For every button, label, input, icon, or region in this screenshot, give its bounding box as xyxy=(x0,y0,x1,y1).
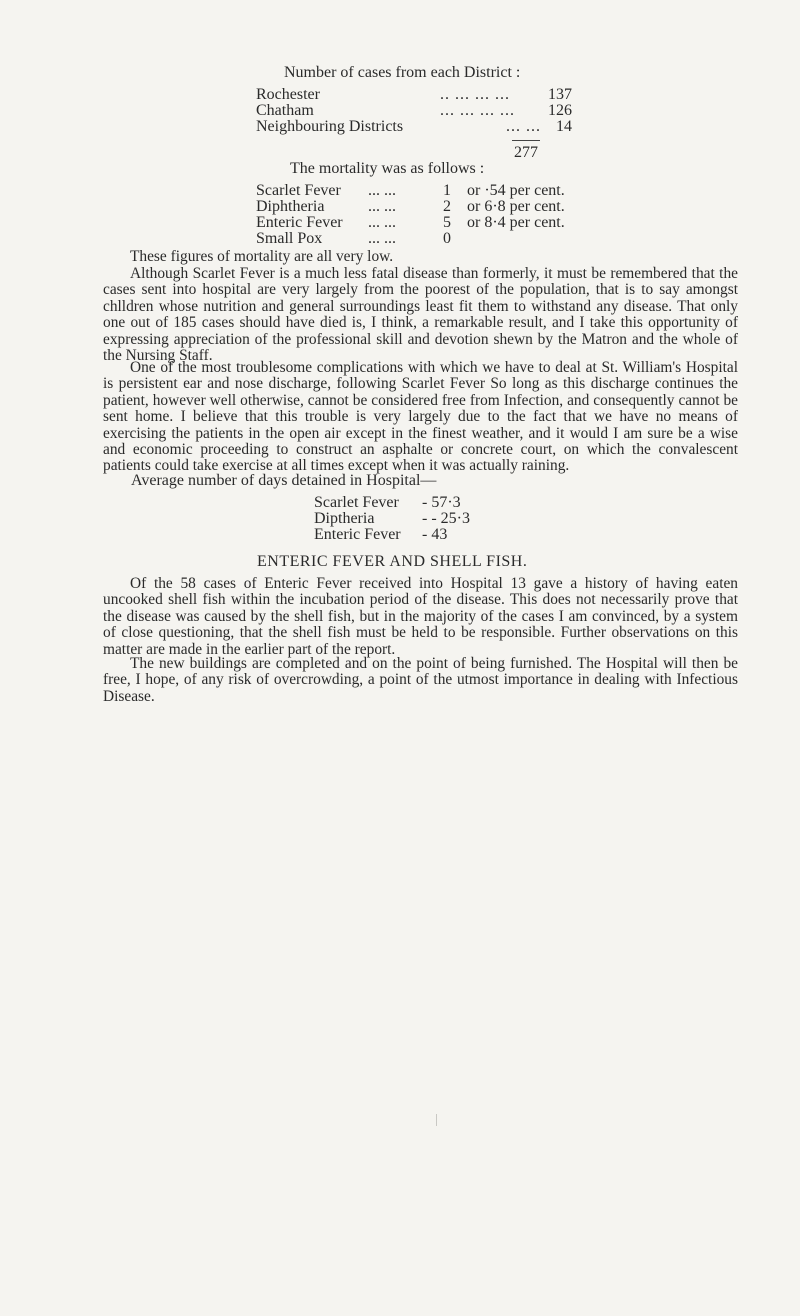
mortality-disease: Small Pox xyxy=(256,230,323,247)
district-dots: ... ... ... ... xyxy=(440,102,515,119)
mortality-percent: or 6·8 per cent. xyxy=(467,198,565,215)
mortality-disease: Enteric Fever xyxy=(256,214,343,231)
districts-heading: Number of cases from each District : xyxy=(284,64,521,81)
district-name: Rochester xyxy=(256,86,320,103)
paragraph: One of the most troublesome complications with which we have to deal at St. William's Hospital is persistent ear and nose discharge, following Scarlet Fever So long as this discharge continues the patient, however well otherwise, cannot be considered free from Infection, and consequently cannot be sent home. I believe that this trouble is very largely due to the fact that we have no means of exercising the patients in the open air except in the finest weather, and it would I am sure be a wise and economic proceeding to construct an asphalte or concrete court, on which the convalescent patients could take exercise at all times except when it was actually raining. xyxy=(103,359,738,475)
mortality-disease: Scarlet Fever xyxy=(256,182,341,199)
mortality-dots: ... ... xyxy=(368,182,396,199)
total-rule xyxy=(512,140,540,141)
district-name: Chatham xyxy=(256,102,314,119)
mortality-note: These figures of mortality are all very low. xyxy=(130,248,394,265)
paper-mark xyxy=(436,1114,437,1126)
district-row xyxy=(256,118,572,136)
mortality-count: 0 xyxy=(443,230,451,247)
average-days-disease: Diptheria xyxy=(314,510,375,527)
paragraph: The new buildings are completed and on the point of being furnished. The Hospital will then be free, I hope, of any risk of overcrowding, a point of the utmost importance in dealing with Infectious Disease. xyxy=(103,655,738,705)
mortality-disease: Diphtheria xyxy=(256,198,325,215)
mortality-percent: or 8·4 per cent. xyxy=(467,214,565,231)
districts-total: 277 xyxy=(514,144,538,161)
mortality-heading: The mortality was as follows : xyxy=(290,160,485,177)
paragraph: Although Scarlet Fever is a much less fatal disease than formerly, it must be remembered that the cases sent into hospital are very largely from the poorest of the population, that is to say amongst chlldren whose nutrition and general surroundings least fit them to withstand any disease. That only one out of 185 cases should have died is, I think, a remarkable result, and I take this opportunity of expressing appreciation of the professional skill and devotion shewn by the Matron and the whole of the Nursing Staff. xyxy=(103,265,738,365)
section-title: ENTERIC FEVER AND SHELL FISH. xyxy=(257,553,528,570)
average-days-disease: Scarlet Fever xyxy=(314,494,399,511)
district-dots: ... ... xyxy=(506,118,541,135)
mortality-dots: ... ... xyxy=(368,198,396,215)
paragraph: Of the 58 cases of Enteric Fever received into Hospital 13 gave a history of having eaten uncooked shell fish within the incubation period of the disease. This does not necessarily prove that the disease was caused by the shell fish, but in the majority of the cases I am convinced, by a system of close questioning, that the shell fish must be held to be responsible. Further observations on this matter are made in the earlier part of the report. xyxy=(103,575,738,658)
average-days-value: - 43 xyxy=(422,526,448,543)
average-days-value: - 57·3 xyxy=(422,494,461,511)
mortality-count: 2 xyxy=(443,198,451,215)
mortality-dots: ... ... xyxy=(368,214,396,231)
district-count: 126 xyxy=(548,102,572,119)
mortality-percent: or ·54 per cent. xyxy=(467,182,565,199)
district-dots: .. ... ... ... xyxy=(440,86,510,103)
district-name: Neighbouring Districts xyxy=(256,118,404,135)
average-days-disease: Enteric Fever xyxy=(314,526,401,543)
mortality-dots: ... ... xyxy=(368,230,396,247)
district-count: 14 xyxy=(556,118,572,135)
average-days-heading: Average number of days detained in Hospital— xyxy=(131,472,437,489)
average-days-value: - - 25·3 xyxy=(422,510,470,527)
mortality-count: 5 xyxy=(443,214,451,231)
district-count: 137 xyxy=(548,86,572,103)
mortality-count: 1 xyxy=(443,182,451,199)
